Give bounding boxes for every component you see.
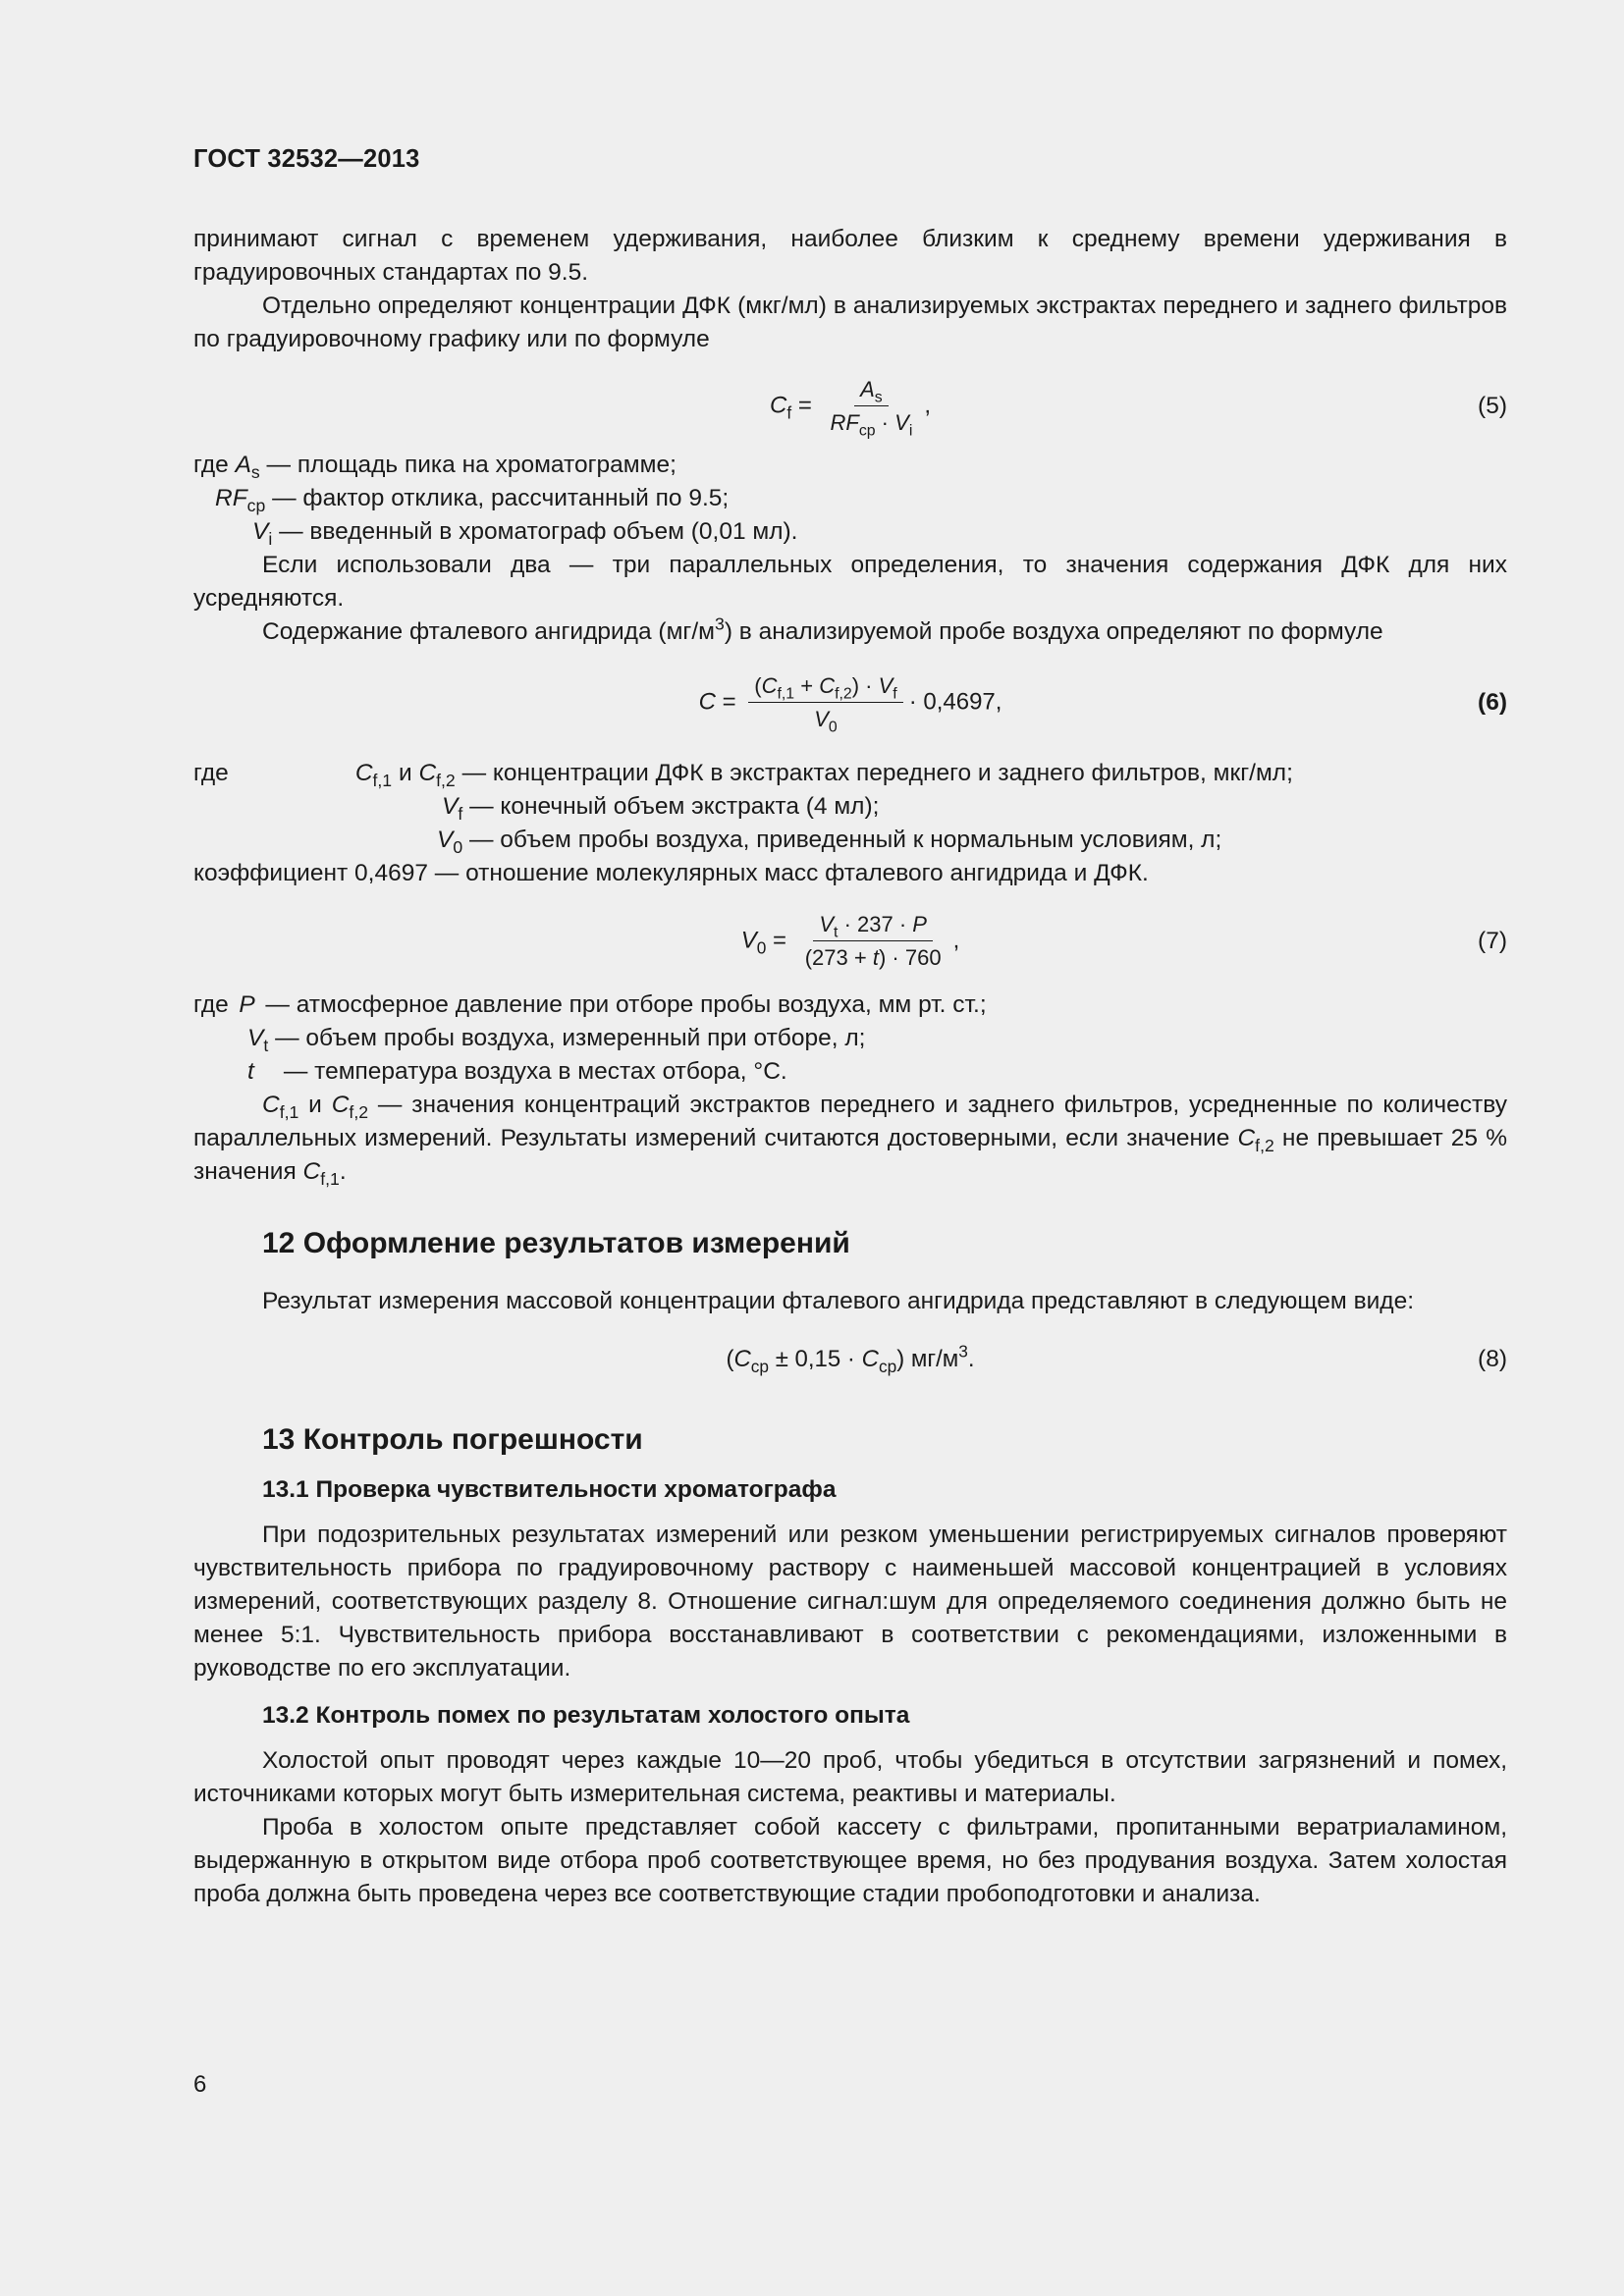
formula-6 bbox=[193, 655, 1507, 751]
legend-row: $V_f$ — конечный объем экстракта (4 мл); bbox=[442, 793, 880, 825]
paragraph-averaging: Если использовали два — три параллельных определения, то значения содержания ДФК для них усредняются. bbox=[193, 552, 1507, 612]
legend-row: где $A_s$ — площадь пика на хроматограмме; bbox=[193, 452, 677, 483]
legend-row: $RF_{ср}$ — фактор отклика, рассчитанный по 9.5; bbox=[215, 485, 730, 516]
formula-8-expression: $(C_{ср} \pm 0,15 \cdot C_{ср})$ $мг/м^3$. bbox=[726, 1341, 975, 1377]
legend-row: коэффициент 0,4697 — отношение молекулярных масс фталевого ангидрида и ДФК. bbox=[193, 860, 1149, 886]
page-content bbox=[193, 142, 1507, 1911]
formula-7-number: (7) bbox=[1478, 928, 1507, 954]
section-12-text: Результат измерения массовой концентрации фталевого ангидрида представляют в следующем виде: bbox=[262, 1288, 1414, 1314]
paragraph-formula-intro: Отдельно определяют концентрации ДФК (мкг/мл) в анализируемых экстрактах переднего и заднего фильтров по градуировочному графику или по формуле bbox=[193, 293, 1507, 352]
formula-5-number: (5) bbox=[1478, 393, 1507, 419]
formula-6-fraction: $\frac{(C_{f,1} + C_{f,2}) \cdot V_f}{V_0}$ bbox=[748, 671, 902, 734]
legend-row: $V_i$ — введенный в хроматограф объем (0,01 мл). bbox=[252, 518, 798, 550]
formula-5-fraction: $\frac{A_s}{RF_{ср} \cdot V_i}$ bbox=[830, 377, 913, 440]
subsection-13-1-heading: 13.1 Проверка чувствительности хроматографа bbox=[262, 1476, 837, 1503]
subsection-13-1-text: При подозрительных результатах измерений или резком уменьшении регистрируемых сигналов проверяют чувствительность прибора по градуировочному раствору с наименьшей массовой концентрацией в условиях измерений, соответствующих разделу 8. Отношение сигнал:шум для определяемого соединения должно быть не менее 5:1. Чувствительность прибора восстанавливают в соответствии с рекомендациями, изложенными в руководстве по его эксплуатации. bbox=[193, 1522, 1507, 1682]
formula-6-number: (6) bbox=[1478, 689, 1507, 716]
formula-5-expression: $C_f$ = $\frac{A_s}{RF_{ср} \cdot V_i}$ , bbox=[769, 377, 932, 440]
document-header: ГОСТ 32532—2013 bbox=[193, 145, 420, 173]
formula-7 bbox=[193, 894, 1507, 988]
legend-row: $V_t$ — объем пробы воздуха, измеренный при отборе, л; bbox=[247, 1025, 866, 1056]
legend-row: $V_0$ — объем пробы воздуха, приведенный к нормальным условиям, л; bbox=[437, 827, 1222, 858]
legend-row: t — температура воздуха в местах отбора, °С. bbox=[247, 1058, 787, 1085]
formula-8 bbox=[193, 1328, 1507, 1391]
paragraph-continuation: принимают сигнал с временем удерживания, наиболее близким к среднему времени удерживания в градуировочных стандартах по 9.5. bbox=[193, 226, 1507, 286]
section-13-heading: 13 Контроль погрешности bbox=[262, 1423, 643, 1456]
legend-row: где P — атмосферное давление при отборе пробы воздуха, мм рт. ст.; bbox=[193, 991, 987, 1018]
formula-6-expression: C = $\frac{(C_{f,1} + C_{f,2}) \cdot V_f}{V_0}$ · 0,4697, bbox=[698, 673, 1002, 736]
page-number: 6 bbox=[193, 2071, 207, 2098]
formula-5-legend bbox=[193, 449, 1507, 549]
formula-7-expression: $V_0$ = $\frac{V_t \cdot 237 \cdot P}{(273 + t) \cdot 760}$ , bbox=[741, 910, 960, 973]
subsection-13-2-text-2: Проба в холостом опыте представляет собой кассету с фильтрами, пропитанными вератриаламином, выдержанную в открытом виде отбора проб соответствующее время, но без продувания воздуха. Затем холостая проба должна быть проведена через все соответствующие стадии пробоподготовки и анализа. bbox=[193, 1814, 1507, 1907]
section-12-heading: 12 Оформление результатов измерений bbox=[262, 1227, 850, 1259]
formula-8-number: (8) bbox=[1478, 1346, 1507, 1372]
paragraph-formula6-intro: Содержание фталевого ангидрида $(мг/м^3)$ в анализируемой пробе воздуха определяют по формуле bbox=[262, 614, 1383, 645]
subsection-13-2-heading: 13.2 Контроль помех по результатам холостого опыта bbox=[262, 1702, 910, 1729]
formula-7-legend bbox=[193, 988, 1507, 1089]
subsection-13-2-text-1: Холостой опыт проводят через каждые 10—20 проб, чтобы убедиться в отсутствии загрязнений и помех, источниками которых могут быть измерительная система, реактивы и материалы. bbox=[193, 1747, 1507, 1807]
formula-5 bbox=[193, 360, 1507, 453]
legend-row: где $C_{f,1}$ и $C_{f,2}$ — концентрации ДФК в экстрактах переднего и заднего фильтров, мкг/мл; bbox=[193, 760, 1293, 791]
formula-6-legend bbox=[193, 757, 1507, 890]
paragraph-reliability: $C_{f,1}$ и $C_{f,2}$ — значения концентраций экстрактов переднего и заднего фильтров, усредненные по количеству параллельных измерений. Результаты измерений считаются достоверными, если значение $C_{f,2}$ не превышает 25 % значения $C_{f,1}$. bbox=[193, 1092, 1507, 1190]
formula-7-fraction: $\frac{V_t \cdot 237 \cdot P}{(273 + t) \cdot 760}$ bbox=[804, 912, 942, 970]
